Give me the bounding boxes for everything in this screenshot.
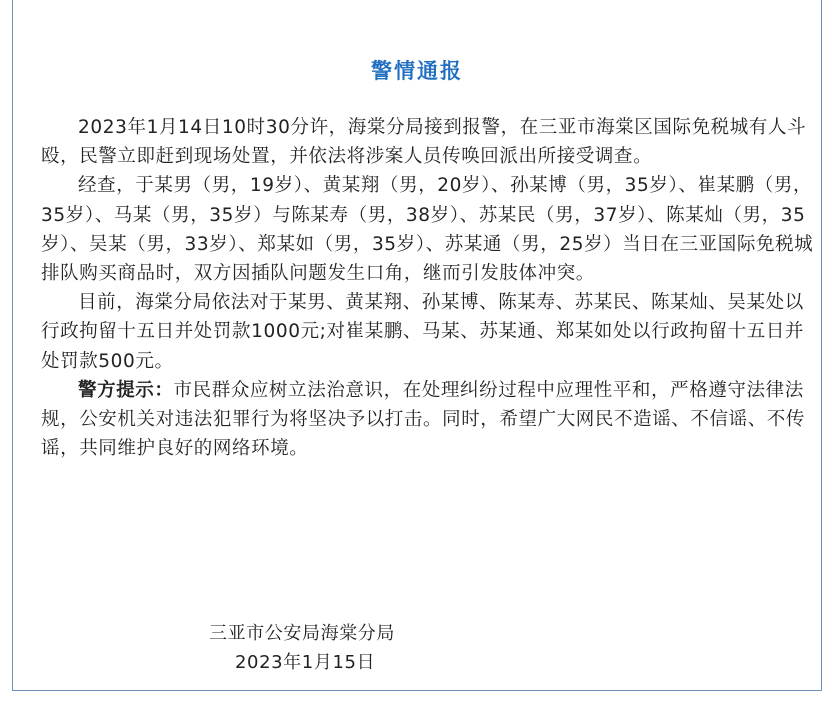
police-tip-label: 警方提示：	[78, 379, 174, 401]
notice-body	[41, 113, 821, 463]
paragraph-investigation: 经查，于某男（男，19岁）、黄某翔（男，20岁）、孙某博（男，35岁）、崔某鹏（男，35岁）、马某（男，35岁）与陈某寿（男，38岁）、苏某民（男，37岁）、陈某灿（男，35岁）、吴某（男，33岁）、郑某如（男，35岁）、苏某通（男，25岁）当日在三亚国际免税城排队购买商品时，双方因插队问题发生口角，继而引发肢体冲突。	[41, 175, 814, 285]
paragraph-report: 2023年1月14日10时30分许，海棠分局接到报警，在三亚市海棠区国际免税城有人斗殴，民警立即赶到现场处置，并依法将涉案人员传唤回派出所接受调查。	[41, 117, 807, 168]
police-tip-text: 市民群众应树立法治意识，在处理纠纷过程中应理性平和，严格遵守法律法规，公安机关对违法犯罪行为将坚决予以打击。同时，希望广大网民不造谣、不信谣、不传谣，共同维护良好的网络环境。	[41, 379, 806, 460]
notice-frame	[12, 0, 822, 691]
signature-org: 三亚市公安局海棠分局	[209, 623, 395, 644]
notice-title: 警情通报	[371, 59, 463, 83]
paragraph-penalty: 目前，海棠分局依法对于某男、黄某翔、孙某博、陈某寿、苏某民、陈某灿、吴某处以行政拘留十五日并处罚款1000元;对崔某鹏、马某、苏某通、郑某如处以行政拘留十五日并处罚款500元。	[41, 292, 805, 372]
paragraph-police-tip	[41, 376, 821, 464]
signature-date: 2023年1月15日	[235, 652, 376, 673]
